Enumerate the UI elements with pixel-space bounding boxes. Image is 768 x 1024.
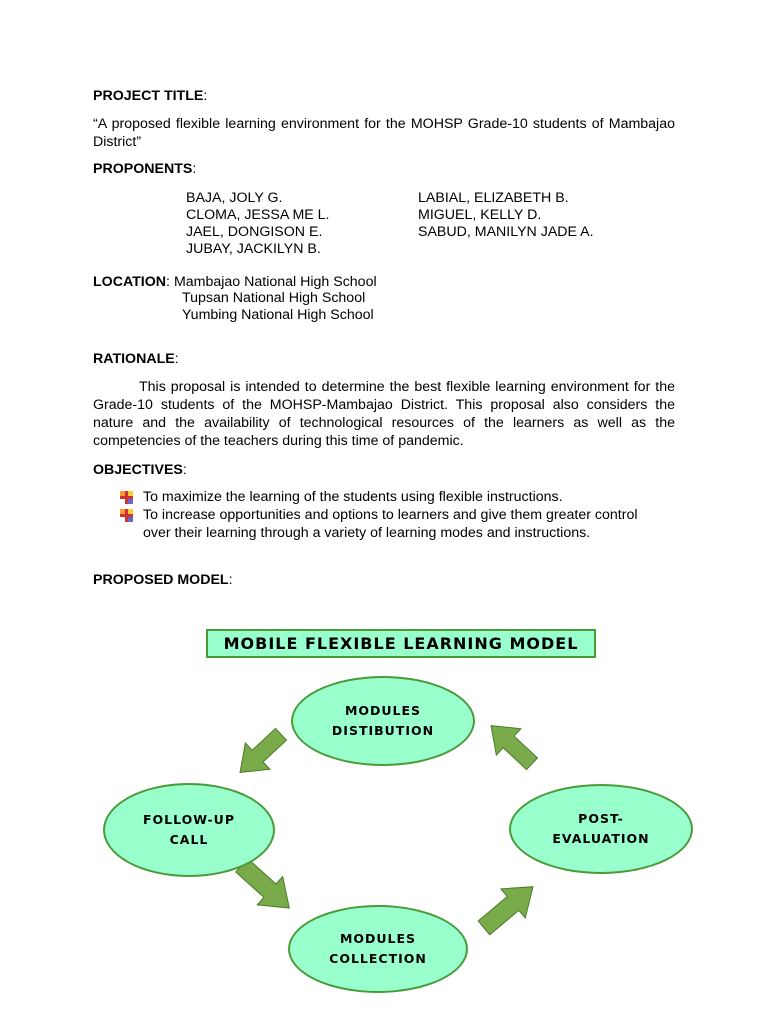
project-title-heading: PROJECT TITLE: (93, 88, 208, 104)
rationale-heading: RATIONALE: (93, 351, 179, 367)
node-modules-collection: MODULES COLLECTION (288, 905, 468, 993)
proponent-name: JUBAY, JACKILYN B. (186, 241, 321, 257)
objectives-heading: OBJECTIVES: (93, 462, 187, 478)
node-post-evaluation: POST- EVALUATION (509, 784, 693, 874)
block-arrow-icon (228, 721, 294, 786)
proponent-name: MIGUEL, KELLY D. (418, 207, 542, 223)
proponent-name: LABIAL, ELIZABETH B. (418, 190, 569, 206)
proponent-name: SABUD, MANILYN JADE A. (418, 224, 594, 240)
proponent-name: CLOMA, JESSA ME L. (186, 207, 330, 223)
rationale-text: This proposal is intended to determine the best flexible learning environment for the Grade-10 students of the MOHSP-Mambajao District. This proposal also considers the nature and the availability of technological resources of the learners as well as the competencies of the teachers during this time of pandemic. (93, 379, 675, 449)
model-title: MOBILE FLEXIBLE LEARNING MODEL (206, 629, 596, 658)
project-title-text: “A proposed flexible learning environment for the MOHSP Grade-10 students of Mambajao District” (93, 116, 675, 150)
location-line: LOCATION: Mambajao National High School (93, 274, 377, 290)
objective-item: To maximize the learning of the students using flexible instructions. (120, 488, 640, 506)
node-modules-distribution: MODULES DISTIBUTION (291, 676, 475, 766)
node-follow-up-call: FOLLOW-UP CALL (103, 783, 275, 877)
block-arrow-icon (479, 712, 545, 777)
location-school: Mambajao National High School (173, 274, 377, 290)
location-school: Yumbing National High School (182, 307, 374, 323)
objective-item: To increase opportunities and options to learners and give them greater control over their learning through a variety of learning modes and instructions. (120, 506, 640, 542)
proposed-model-heading: PROPOSED MODEL: (93, 572, 233, 588)
proponents-heading: PROPONENTS: (93, 161, 197, 177)
location-school: Tupsan National High School (182, 290, 366, 306)
proponent-name: BAJA, JOLY G. (186, 190, 283, 206)
block-arrow-icon (472, 872, 545, 942)
proponent-name: JAEL, DONGISON E. (186, 224, 323, 240)
